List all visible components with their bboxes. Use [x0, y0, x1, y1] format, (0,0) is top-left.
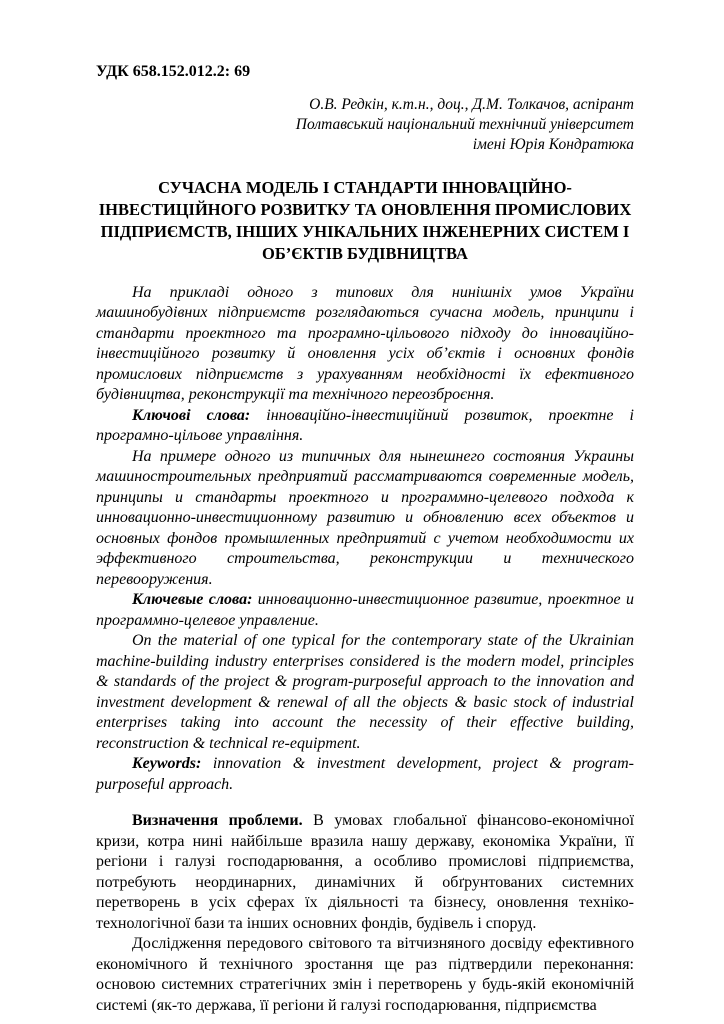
- keywords-russian-label: Ключевые слова:: [132, 591, 253, 608]
- author-block: [96, 95, 634, 155]
- keywords-ukrainian: [96, 406, 634, 447]
- main-text-section: [96, 811, 634, 1016]
- affiliation-line-2: імені Юрія Кондратюка: [472, 135, 634, 153]
- abstract-section: [96, 283, 634, 796]
- body-paragraph-1-lead: Визначення проблеми.: [132, 812, 303, 829]
- keywords-english-label: Keywords:: [132, 755, 202, 772]
- abstract-russian: На примере одного из типичных для нынешнего состояния Украины машиностроительных предприятий рассматриваются современные модель, принципы и стандарты проектного и программно-целевого подхода к инновационно-инвестиционному развитию и обновлению всех объектов и основных фондов промышленных предприятий с учетом необходимости их эффективного строительства, реконструкции и технического перевооружения.: [96, 447, 634, 588]
- article-title: СУЧАСНА МОДЕЛЬ І СТАНДАРТИ ІННОВАЦІЙНО-ІНВЕСТИЦІЙНОГО РОЗВИТКУ ТА ОНОВЛЕННЯ ПРОМИСЛОВИХ ПІДПРИЄМСТВ, ІНШИХ УНІКАЛЬНИХ ІНЖЕНЕРНИХ СИСТЕМ І ОБ’ЄКТІВ БУДІВНИЦТВА: [98, 177, 632, 263]
- keywords-russian: [96, 590, 634, 631]
- keywords-ukrainian-text: інноваційно-інвестиційний розвиток, проектне і програмно-цільове управління.: [96, 406, 634, 444]
- keywords-english-text: innovation & investment development, project & program-purposeful approach.: [96, 755, 634, 793]
- body-paragraph-1: [96, 811, 634, 934]
- body-paragraph-2: Дослідження передового світового та вітчизняного досвіду ефективного економічного й технічного зростання ще раз підтвердили переконання: основою системних стратегічних змін і перетворень у будь-якій економічній системі (як-то держава, її регіони й галузі господарювання, підприємства: [96, 935, 634, 1014]
- affiliation-line: Полтавський національний технічний університет: [295, 115, 634, 133]
- abstract-english: On the material of one typical for the contemporary state of the Ukrainian machine-building industry enterprises considered is the modern model, principles & standards of the project & program-purposeful approach to the innovation and investment development & renewal of all the objects & basic stock of industrial enterprises taking into account the necessity of their effective building, reconstruction & technical re-equipment.: [96, 632, 634, 752]
- author-line: О.В. Редкін, к.т.н., доц., Д.М. Толкачов, аспірант: [309, 95, 634, 113]
- body-paragraph-1-text: В умовах глобальної фінансово-економічної кризи, котра нині найбільше вразила нашу державу, економіка України, її регіони і галузі господарювання, а особливо промислові підприємства, потребують неординарних, динамічних й обґрунтованих системних перетворень в усіх сферах їх діяльності та бізнесу, оновлення техніко-технологічної бази та інших основних фондів, будівель і споруд.: [96, 812, 635, 932]
- keywords-russian-text: инновационно-инвестиционное развитие, проектное и программно-целевое управление.: [96, 591, 634, 629]
- keywords-english: [96, 754, 634, 795]
- udc-number: УДК 658.152.012.2: 69: [96, 63, 251, 80]
- keywords-ukrainian-label: Ключові слова:: [132, 406, 251, 424]
- abstract-ukrainian: На прикладі одного з типових для нинішніх умов України машинобудівних підприємств розглядаються сучасна модель, принципи і стандарти проектного та програмно-цільового підходу до інноваційно-інвестиційного розвитку й оновлення усіх об’єктів і основних фондів промислових підприємств з урахуванням необхідності їх ефективного будівництва, реконструкції та технічного переозброєння.: [96, 283, 634, 403]
